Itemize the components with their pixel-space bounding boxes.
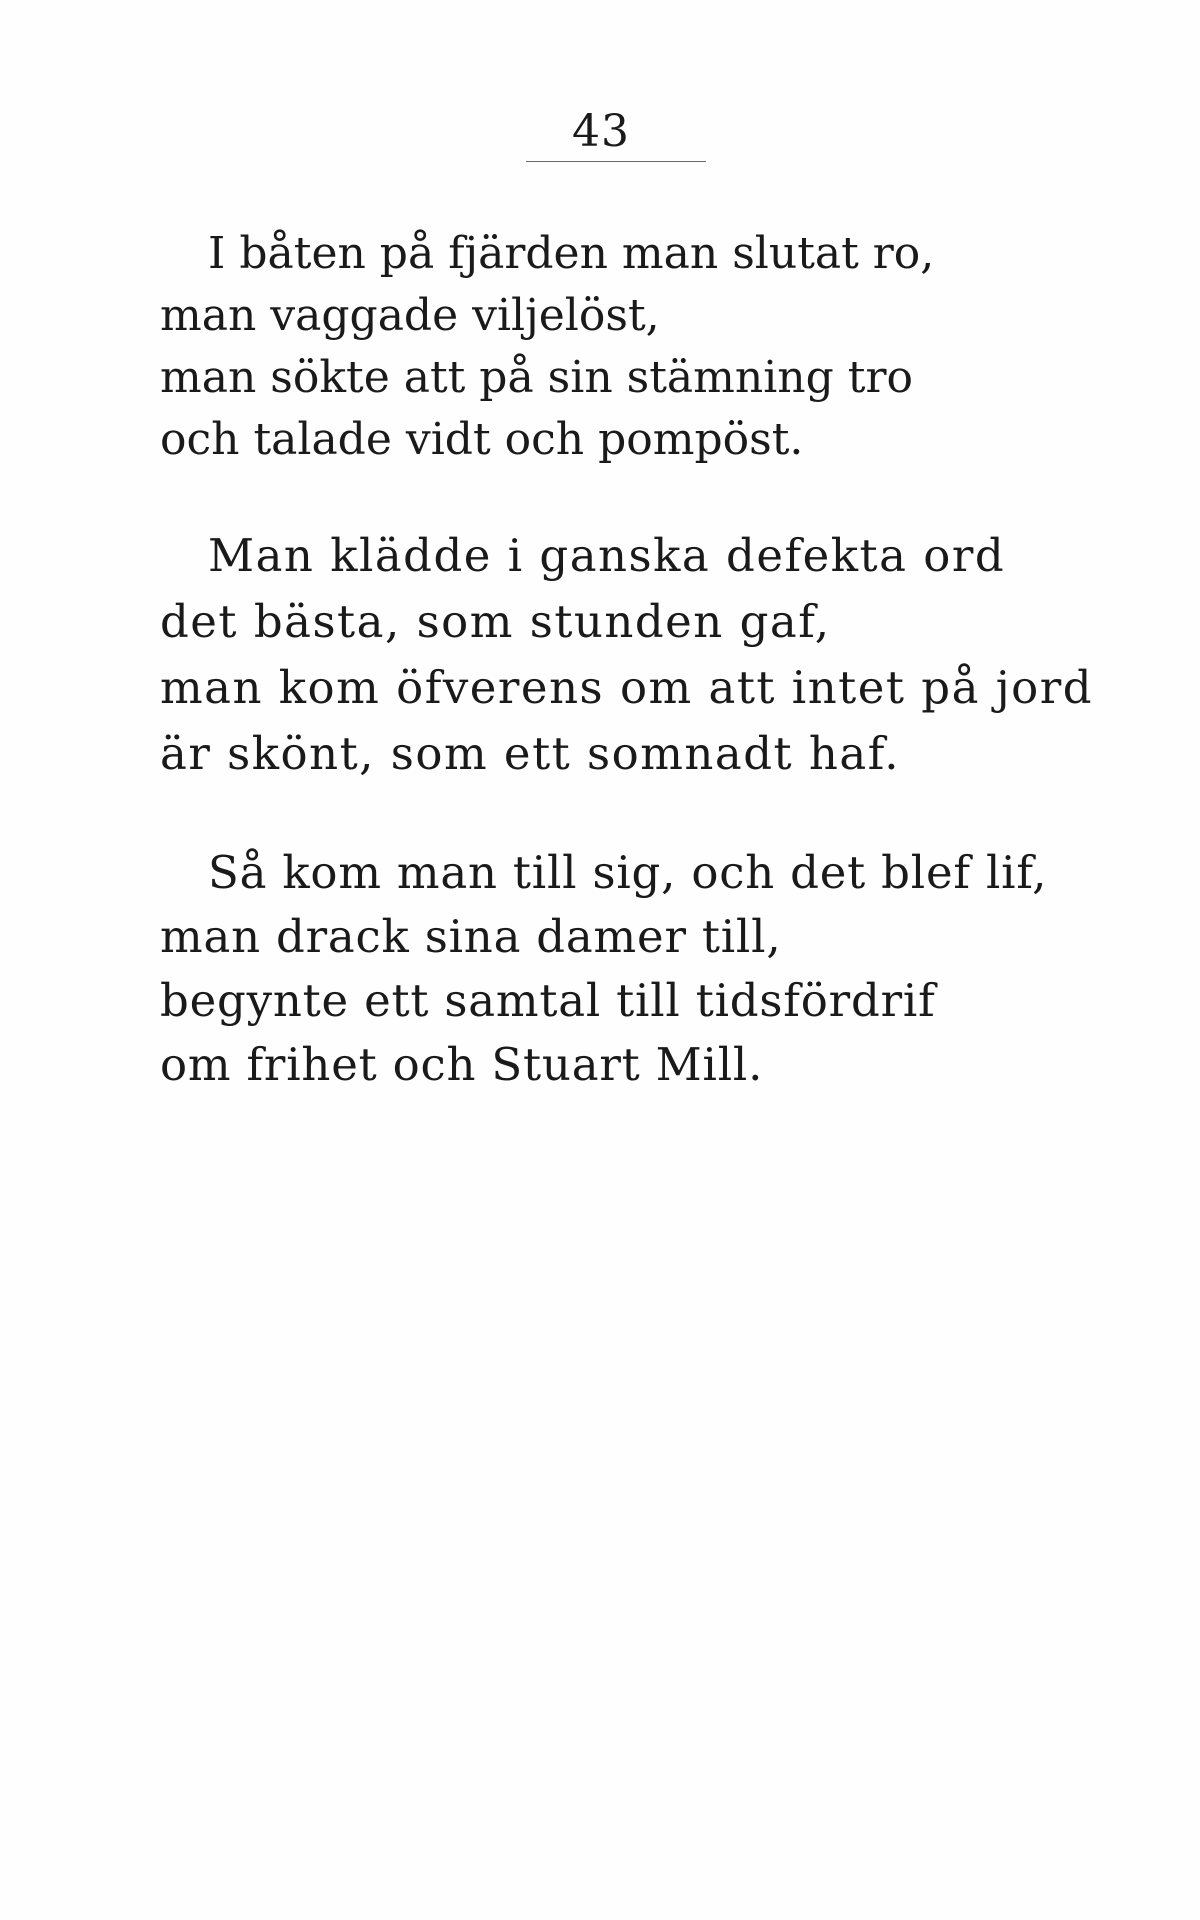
verse-line: och talade vidt och pompöst.	[160, 414, 804, 465]
verse-line: man sökte att på sin stämning tro	[160, 352, 913, 403]
verse-line: Man klädde i ganska defekta ord	[208, 529, 1006, 582]
verse-line: I båten på fjärden man slutat ro,	[208, 228, 935, 279]
page-number-rule	[526, 161, 706, 162]
verse-line: man vaggade viljelöst,	[160, 290, 660, 341]
verse-line: Så kom man till sig, och det blef lif,	[208, 846, 1048, 899]
verse-line: begynte ett samtal till tidsfördrif	[160, 974, 936, 1027]
verse-line: man kom öfverens om att intet på jord	[160, 661, 1094, 714]
verse-line: är skönt, som ett somnadt haf.	[160, 727, 901, 780]
verse-line: man drack sina damer till,	[160, 910, 782, 963]
page-number: 43	[572, 106, 630, 157]
verse-line: om frihet och Stuart Mill.	[160, 1038, 764, 1091]
verse-line: det bästa, som stunden gaf,	[160, 595, 831, 648]
